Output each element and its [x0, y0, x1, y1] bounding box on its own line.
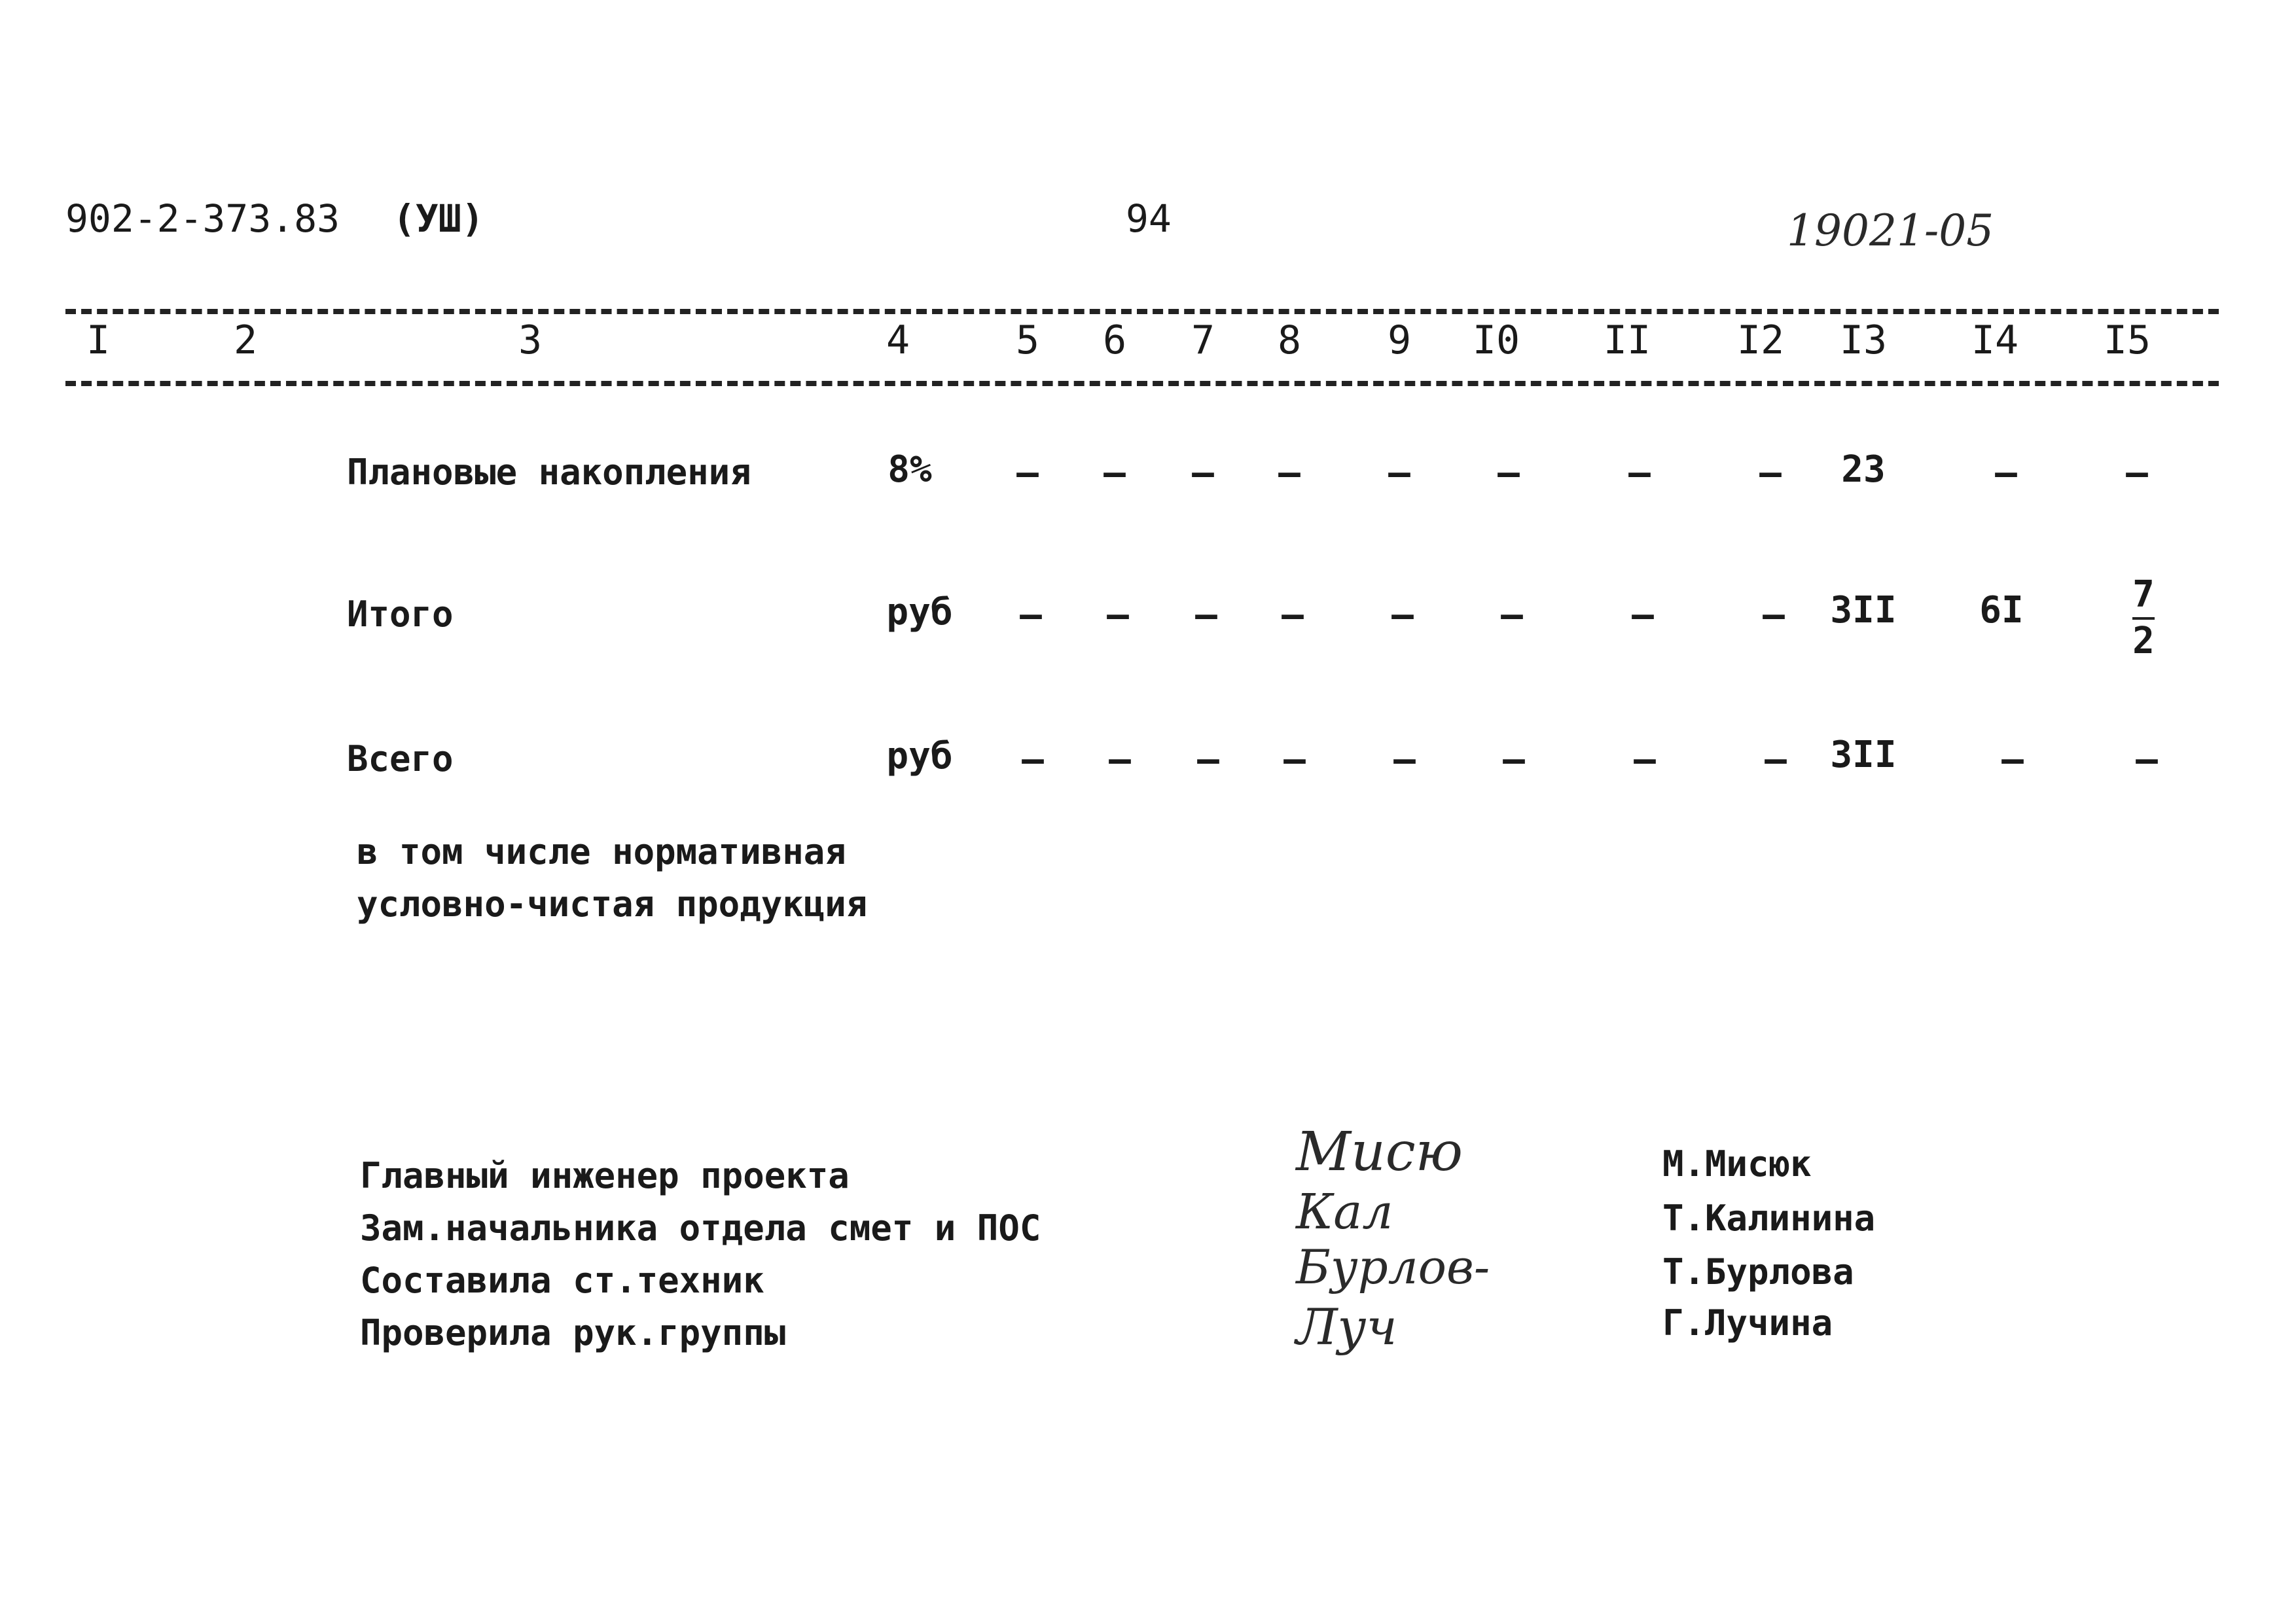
page-number: 94 [1126, 196, 1172, 241]
signatory-title: Проверила рук.группы [360, 1312, 786, 1353]
table-cell: – [2001, 738, 2024, 781]
table-cell: – [1022, 738, 1044, 781]
handwritten-signature: Луч [1296, 1298, 1397, 1356]
column-header: I5 [2103, 317, 2151, 363]
table-cell: – [1628, 452, 1651, 494]
table-cell: 23 [1841, 448, 1886, 491]
column-header: I0 [1472, 317, 1520, 363]
table-cell: – [1197, 738, 1219, 781]
table-cell: – [1103, 452, 1126, 494]
column-header: I4 [1971, 317, 2019, 363]
handwritten-signature: Кал [1296, 1184, 1393, 1240]
table-cell: 3II [1830, 589, 1897, 632]
column-header: I2 [1736, 317, 1785, 363]
column-header: 6 [1102, 317, 1127, 363]
note-line: в том числе нормативная [357, 831, 846, 872]
row-unit: руб [886, 591, 953, 633]
signatory-name: Т.Бурлова [1662, 1251, 1854, 1293]
column-header: 8 [1277, 317, 1302, 363]
row-label: Плановые накопления [347, 452, 751, 493]
table-cell: – [1763, 594, 1785, 636]
table-cell: – [1283, 738, 1306, 781]
row-label: Итого [347, 594, 454, 635]
column-header: II [1603, 317, 1651, 363]
note-line: условно-чистая продукция [357, 883, 868, 925]
signatory-title: Составила ст.техник [360, 1260, 764, 1301]
table-cell: – [1016, 452, 1039, 494]
column-header: I3 [1839, 317, 1888, 363]
table-cell: – [1195, 594, 1217, 636]
column-header: 7 [1191, 317, 1215, 363]
column-header: 2 [233, 317, 258, 363]
column-header: 9 [1387, 317, 1412, 363]
row-unit: руб [886, 735, 953, 777]
section-code: (УШ) [393, 196, 484, 241]
document-code: 902-2-373.83 [65, 196, 340, 241]
handwritten-signature: Мисю [1296, 1121, 1463, 1183]
signatory-title: Зам.начальника отдела смет и ПОС [360, 1207, 1041, 1249]
table-cell: 6I [1979, 589, 2024, 632]
column-header: 4 [886, 317, 910, 363]
fraction-numerator: 7 [2132, 573, 2155, 616]
signatory-title: Главный инженер проекта [360, 1155, 850, 1196]
table-cell: – [1020, 594, 1042, 636]
row-label: Всего [347, 738, 454, 779]
table-cell: – [1501, 594, 1523, 636]
table-cell: – [1765, 738, 1787, 781]
table-cell: – [1192, 452, 1214, 494]
table-cell: – [1632, 594, 1654, 636]
table-cell: – [1109, 738, 1131, 781]
signatory-name: Т.Калинина [1662, 1198, 1876, 1239]
table-cell: – [1391, 594, 1414, 636]
table-cell: – [1393, 738, 1416, 781]
table-cell: – [2136, 738, 2158, 781]
table-cell: – [1634, 738, 1656, 781]
column-header: I [86, 317, 111, 363]
row-unit: 8% [888, 448, 932, 491]
table-header-bottom-rule [65, 381, 2219, 386]
column-header: 3 [518, 317, 543, 363]
table-cell: – [1503, 738, 1525, 781]
table-cell: – [1107, 594, 1129, 636]
table-cell: – [1282, 594, 1304, 636]
table-cell: – [1388, 452, 1410, 494]
fraction-denominator: 2 [2132, 619, 2155, 662]
table-cell: 3II [1830, 734, 1897, 776]
table-cell: – [1995, 452, 2017, 494]
handwritten-signature: Бурлов- [1296, 1240, 1490, 1294]
table-cell: – [1278, 452, 1300, 494]
table-cell: – [2126, 452, 2148, 494]
table-top-rule [65, 309, 2219, 314]
signatory-name: М.Мисюк [1662, 1143, 1812, 1185]
column-header: 5 [1015, 317, 1040, 363]
signatory-name: Г.Лучина [1662, 1302, 1833, 1344]
table-cell: – [1498, 452, 1520, 494]
table-cell: – [1759, 452, 1782, 494]
stamp-number: 19021-05 [1787, 205, 1994, 256]
fraction-value [2132, 573, 2155, 662]
